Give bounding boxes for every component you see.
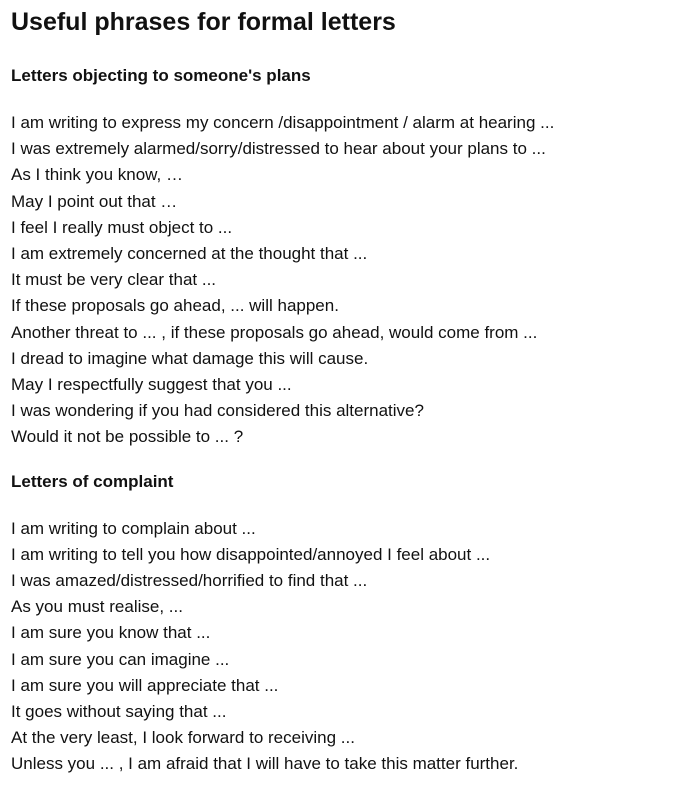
- page-title: Useful phrases for formal letters: [11, 8, 396, 36]
- phrase-item: I am writing to tell you how disappointed/annoyed I feel about ...: [11, 544, 491, 564]
- section-heading: Letters of complaint: [11, 471, 174, 491]
- section-objecting-plans: [11, 65, 678, 451]
- phrase-item: It must be very clear that ...: [11, 270, 217, 290]
- phrase-item: As you must realise, ...: [11, 597, 183, 617]
- phrase-item: I am writing to express my concern /disappointment / alarm at hearing ...: [11, 113, 555, 132]
- phrase-list: [11, 516, 678, 778]
- phrase-item: May I respectfully suggest that you ...: [11, 375, 292, 395]
- phrase-item: Another threat to ... , if these proposals go ahead, would come from ...: [11, 322, 538, 342]
- phrase-item: If these proposals go ahead, ... will happen.: [11, 296, 339, 316]
- phrase-item: I dread to imagine what damage this will cause.: [11, 348, 369, 368]
- phrase-item: As I think you know, …: [11, 165, 183, 185]
- phrase-item: I was wondering if you had considered this alternative?: [11, 401, 424, 421]
- phrase-item: I am sure you will appreciate that ...: [11, 675, 279, 695]
- phrase-item: I feel I really must object to ...: [11, 217, 233, 237]
- phrase-item: I was amazed/distressed/horrified to find that ...: [11, 571, 368, 591]
- phrase-item: Would it not be possible to ... ?: [11, 427, 244, 447]
- phrase-item: May I point out that …: [11, 191, 178, 211]
- phrase-item: I am extremely concerned at the thought that ...: [11, 244, 368, 264]
- phrase-item: I am writing to complain about ...: [11, 518, 256, 538]
- phrase-item: It goes without saying that ...: [11, 702, 227, 722]
- phrase-item: At the very least, I look forward to receiving ...: [11, 728, 355, 748]
- phrase-list: [11, 110, 678, 451]
- phrase-item: Unless you ... , I am afraid that I will have to take this matter further.: [11, 754, 519, 774]
- section-heading: Letters objecting to someone's plans: [11, 66, 311, 85]
- phrase-item: I am sure you can imagine ...: [11, 649, 230, 669]
- phrase-item: I was extremely alarmed/sorry/distressed to hear about your plans to ...: [11, 139, 546, 159]
- phrase-item: I am sure you know that ...: [11, 623, 211, 643]
- section-complaint: [11, 471, 678, 778]
